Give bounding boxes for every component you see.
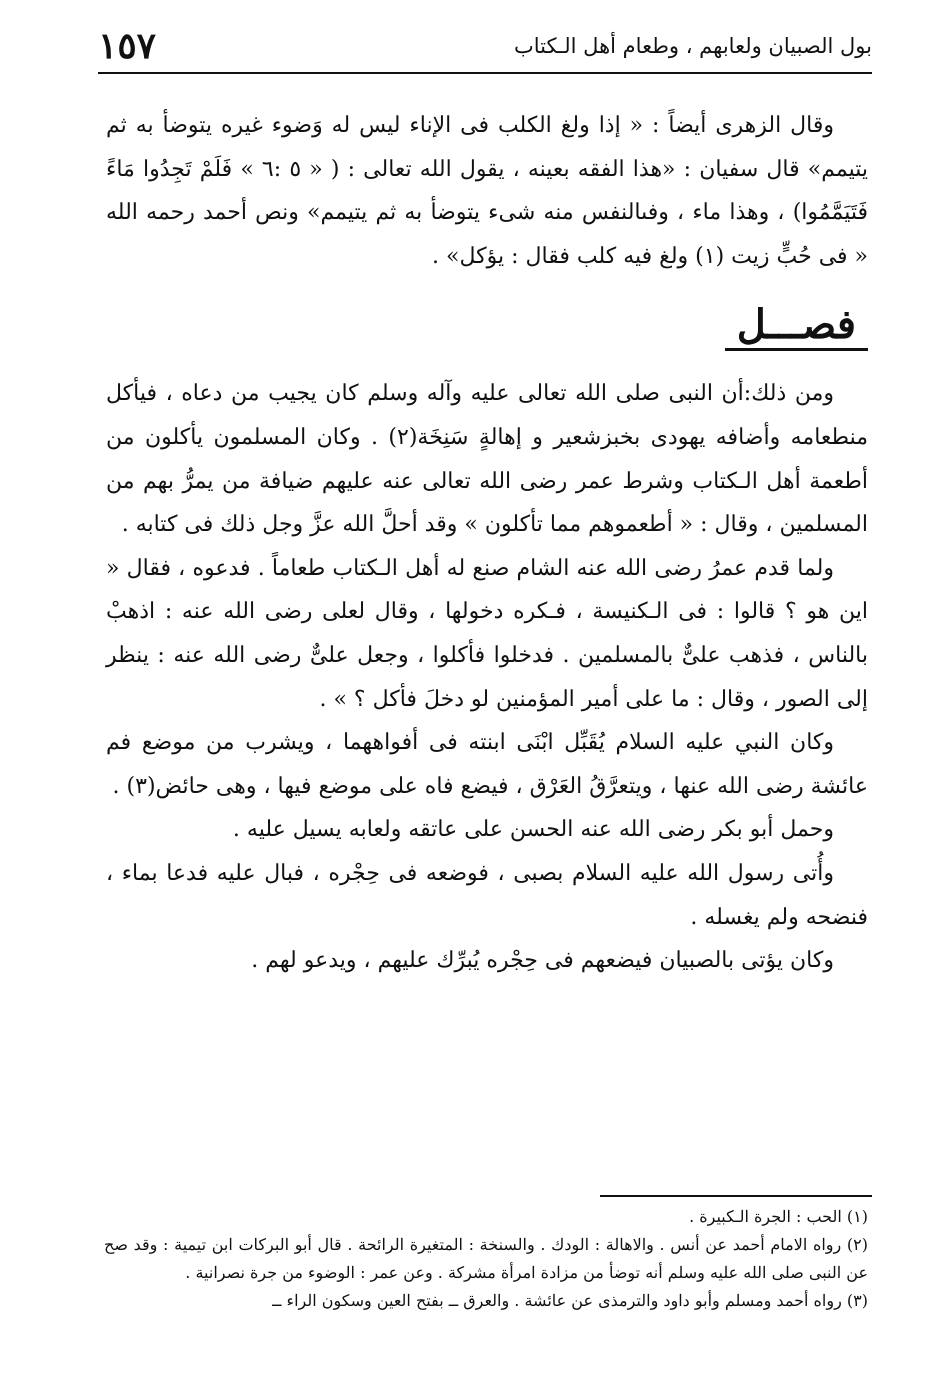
footnotes bbox=[104, 1203, 868, 1315]
footnote: (١) الحب : الجرة الـكبيرة . bbox=[689, 1207, 868, 1226]
paragraph: ولما قدم عمرُ رضى الله عنه الشام صنع له أهل الـكتاب طعاماً . فدعوه ، فقال « اين هو ؟ قالوا : فى الـكنيسة ، فـكره دخولها ، وقال لعلى رضى الله عنه : اذهبْ بالناس ، فذهب علىٌّ بالمسلمين . فدخلوا فأكلوا ، وجعل علىٌّ رضى الله عنه : ينظر إلى الصور ، وقال : ما على أمير المؤمنين لو دخلَ فأكل ؟ » . bbox=[106, 555, 868, 712]
paragraph: وكان النبي عليه السلام يُقَبِّل ابْنَى ابنته فى أفواههما ، ويشرب من موضع فم عائشة رضى الله عنها ، ويتعرَّقُ العَرْق ، فيضع فاه على موضع فيها ، وهى حائض(٣) . bbox=[106, 730, 868, 799]
paragraph: وحمل أبو بكر رضى الله عنه الحسن على عاتقه ولعابه يسيل عليه . bbox=[232, 817, 834, 843]
paragraph: وأُتى رسول الله عليه السلام بصبى ، فوضعه فى حِجْره ، فبال عليه فدعا بماء ، فنضحه ولم يغسله . bbox=[106, 860, 868, 930]
footnote: (٣) رواه أحمد ومسلم وأبو داود والترمذى عن عائشة . والعرق ــ بفتح العين وسكون الراء ــ bbox=[272, 1291, 868, 1310]
paragraph: ومن ذلك:أن النبى صلى الله تعالى عليه وآله وسلم كان يجيب من دعاه ، فيأكل منطعامه وأضافه يهودى بخبزشعير و إهالةٍ سَنِخَة(٢) . وكان المسلمون يأكلون من أطعمة أهل الـكتاب وشرط عمر رضى الله تعالى عنه عليهم ضيافة من يمرُّ بهم من المسلمين ، وقال : « أطعموهم مما تأكلون » وقد أحلَّ الله عزَّ وجل ذلك فى كتابه . bbox=[106, 381, 868, 538]
page-header bbox=[98, 22, 872, 70]
paragraph: وكان يؤتى بالصبيان فيضعهم فى حِجْره يُبرِّك عليهم ، ويدعو لهم . bbox=[251, 948, 834, 974]
running-title: بول الصبيان ولعابهم ، وطعام أهل الـكتاب bbox=[514, 34, 872, 58]
main-text bbox=[106, 104, 868, 983]
footnote: (٢) رواه الامام أحمد عن أنس . والاهالة : الودك . والسنخة : المتغيرة الرائحة . قال أبو البركات ابن تيمية : وقد صح عن النبى صلى الله عليه وسلم أنه توضأ من مزادة امرأة مشركة . وعن عمر : الوضوء من جرة نصرانية . bbox=[104, 1235, 869, 1282]
section-heading-label: فصـــل bbox=[725, 301, 868, 351]
section-heading bbox=[106, 298, 868, 352]
footnote-rule bbox=[600, 1195, 872, 1197]
page-number: ١٥٧ bbox=[98, 25, 157, 67]
header-rule bbox=[98, 72, 872, 74]
paragraph: وقال الزهرى أيضاً : « إذا ولغ الكلب فى الإناء ليس له وَضوء غيره يتوضأ به ثم يتيمم» قال سفيان : «هذا الفقه بعينه ، يقول الله تعالى : ( « ٥ :٦ » فَلَمْ تَجِدُوا مَاءً فَتَيَمَّمُوا) ، وهذا ماء ، وفىالنفس منه شىء يتوضأ به ثم يتيمم» ونص أحمد رحمه الله « فى حُبٍّ زيت (١) ولغ فيه كلب فقال : يؤكل» . bbox=[106, 113, 868, 269]
